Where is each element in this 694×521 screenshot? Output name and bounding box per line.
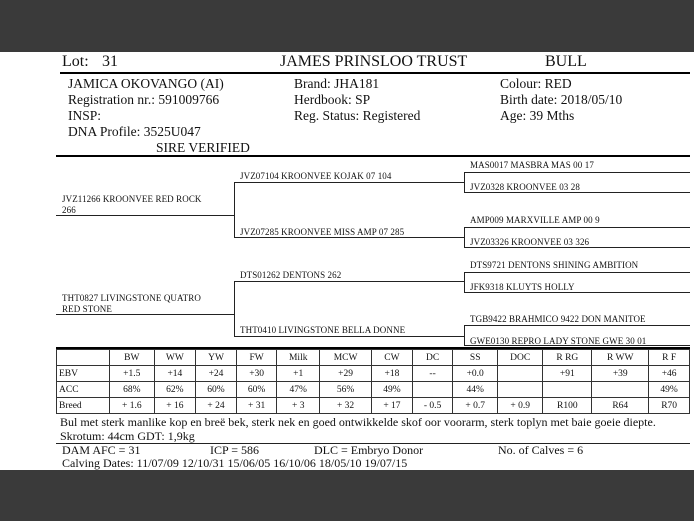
ebv-cell <box>498 382 543 398</box>
sss-name: MAS0017 MASBRA MAS 00 17 <box>470 160 594 170</box>
ebv-cell: -- <box>412 366 453 382</box>
insp-label: INSP: <box>68 108 102 123</box>
age: Age: 39 Mths <box>500 108 575 123</box>
sire-sire-name: JVZ07104 KROONVEE KOJAK 07 104 <box>240 171 392 181</box>
birth-date: Birth date: 2018/05/10 <box>500 92 623 107</box>
ebv-cell: + 1.6 <box>110 398 155 414</box>
ebv-column-header: DC <box>412 350 453 366</box>
ebv-cell: +24 <box>196 366 237 382</box>
ebv-cell: +91 <box>543 366 592 382</box>
ebv-cell: 49% <box>649 382 690 398</box>
ebv-cell: 62% <box>154 382 196 398</box>
registration-number: Registration nr.: 591009766 <box>68 92 220 107</box>
ebv-column-header: R RG <box>543 350 592 366</box>
ebv-column-header: SS <box>453 350 498 366</box>
ebv-cell: ACC <box>57 382 110 398</box>
ebv-column-header: WW <box>154 350 196 366</box>
ssd-name: JVZ0328 KROONVEE 03 28 <box>470 182 580 192</box>
ebv-cell: Breed <box>57 398 110 414</box>
ebv-cell: R70 <box>649 398 690 414</box>
ebv-row <box>57 398 690 414</box>
ebv-cell: 60% <box>236 382 277 398</box>
ebv-row <box>57 366 690 382</box>
brand: Brand: JHA181 <box>294 76 380 91</box>
ebv-column-header: FW <box>236 350 277 366</box>
ebv-column-header: DOC <box>498 350 543 366</box>
ebv-cell: R100 <box>543 398 592 414</box>
ddd-name: GWE0130 REPRO LADY STONE GWE 30 01 <box>470 336 647 346</box>
ebv-cell: +1.5 <box>110 366 155 382</box>
ebv-column-header: BW <box>110 350 155 366</box>
dss-name: DTS9721 DENTONS SHINING AMBITION <box>470 260 639 270</box>
description-text: Bul met sterk manlike kop en breë bek, sterk nek en goed ontwikkelde skof oor voorarm, sterk toplyn met baie goeie diepte. <box>60 415 656 429</box>
ebv-cell: - 0.5 <box>412 398 453 414</box>
ebv-column-header: R F <box>649 350 690 366</box>
ebv-cell: +29 <box>320 366 372 382</box>
ebv-cell <box>543 382 592 398</box>
animal-name: JAMICA OKOVANGO (AI) <box>68 76 224 91</box>
ebv-table <box>56 349 690 414</box>
ebv-cell: 49% <box>372 382 413 398</box>
ebv-cell: +1 <box>277 366 320 382</box>
dam-afc: DAM AFC = 31 <box>62 443 141 457</box>
ebv-column-header <box>57 350 110 366</box>
ebv-cell: R64 <box>592 398 649 414</box>
header-rule <box>60 72 690 74</box>
ebv-cell: 68% <box>110 382 155 398</box>
ebv-cell: +0.0 <box>453 366 498 382</box>
lot-number: 31 <box>102 53 118 70</box>
scrotum-text: Skrotum: 44cm GDT: 1,9kg <box>60 429 195 443</box>
reg-status: Reg. Status: Registered <box>294 108 421 123</box>
dna-profile: DNA Profile: 3525U047 <box>68 124 201 139</box>
ebv-cell: +14 <box>154 366 196 382</box>
animal-sex: BULL <box>545 53 587 70</box>
ebv-cell <box>412 382 453 398</box>
ebv-header-row <box>57 350 690 366</box>
ebv-cell: +46 <box>649 366 690 382</box>
ebv-cell: 60% <box>196 382 237 398</box>
owner-name: JAMES PRINSLOO TRUST <box>280 53 468 70</box>
dsd-name: JFK9318 KLUYTS HOLLY <box>470 282 575 292</box>
ebv-cell: +39 <box>592 366 649 382</box>
ebv-column-header: CW <box>372 350 413 366</box>
dam-name-line1: THT0827 LIVINGSTONE QUATRO <box>62 293 201 303</box>
ebv-cell: + 0.7 <box>453 398 498 414</box>
dlc: DLC = Embryo Donor <box>314 443 424 457</box>
ebv-cell: + 16 <box>154 398 196 414</box>
icp: ICP = 586 <box>210 443 259 457</box>
ebv-cell: + 32 <box>320 398 372 414</box>
ebv-cell: +18 <box>372 366 413 382</box>
sire-verified: SIRE VERIFIED <box>156 140 250 155</box>
ebv-column-header: R WW <box>592 350 649 366</box>
ebv-cell <box>592 382 649 398</box>
ebv-cell: 56% <box>320 382 372 398</box>
colour: Colour: RED <box>500 76 572 91</box>
dam-name-line2: RED STONE <box>62 304 112 314</box>
sds-name: AMP009 MARXVILLE AMP 00 9 <box>470 215 600 225</box>
lot-label: Lot: <box>62 53 89 70</box>
ebv-cell: + 17 <box>372 398 413 414</box>
dds-name: TGB9422 BRAHMICO 9422 DON MANITOE <box>470 314 646 324</box>
lot-sheet <box>0 52 694 470</box>
sire-name-line2: 266 <box>62 205 76 215</box>
ebv-column-header: Milk <box>277 350 320 366</box>
ebv-column-header: MCW <box>320 350 372 366</box>
dam-sire-name: DTS01262 DENTONS 262 <box>240 270 342 280</box>
calves-count: No. of Calves = 6 <box>498 443 584 457</box>
sire-name-line1: JVZ11266 KROONVEE RED ROCK <box>62 194 202 204</box>
sdd-name: JVZ03326 KROONVEE 03 326 <box>470 237 590 247</box>
ebv-cell: + 3 <box>277 398 320 414</box>
ebv-row <box>57 382 690 398</box>
calving-dates: Calving Dates: 11/07/09 12/10/31 15/06/05 16/10/06 18/05/10 19/07/15 <box>62 456 408 470</box>
ebv-cell: EBV <box>57 366 110 382</box>
sire-dam-name: JVZ07285 KROONVEE MISS AMP 07 285 <box>240 227 405 237</box>
ebv-cell <box>498 366 543 382</box>
info-rule <box>56 155 690 157</box>
dam-dam-name: THT0410 LIVINGSTONE BELLA DONNE <box>240 325 406 335</box>
ebv-cell: 44% <box>453 382 498 398</box>
ebv-cell: + 24 <box>196 398 237 414</box>
ebv-cell: + 0.9 <box>498 398 543 414</box>
ebv-cell: + 31 <box>236 398 277 414</box>
ebv-column-header: YW <box>196 350 237 366</box>
ebv-cell: 47% <box>277 382 320 398</box>
herdbook: Herdbook: SP <box>294 92 371 107</box>
ebv-cell: +30 <box>236 366 277 382</box>
